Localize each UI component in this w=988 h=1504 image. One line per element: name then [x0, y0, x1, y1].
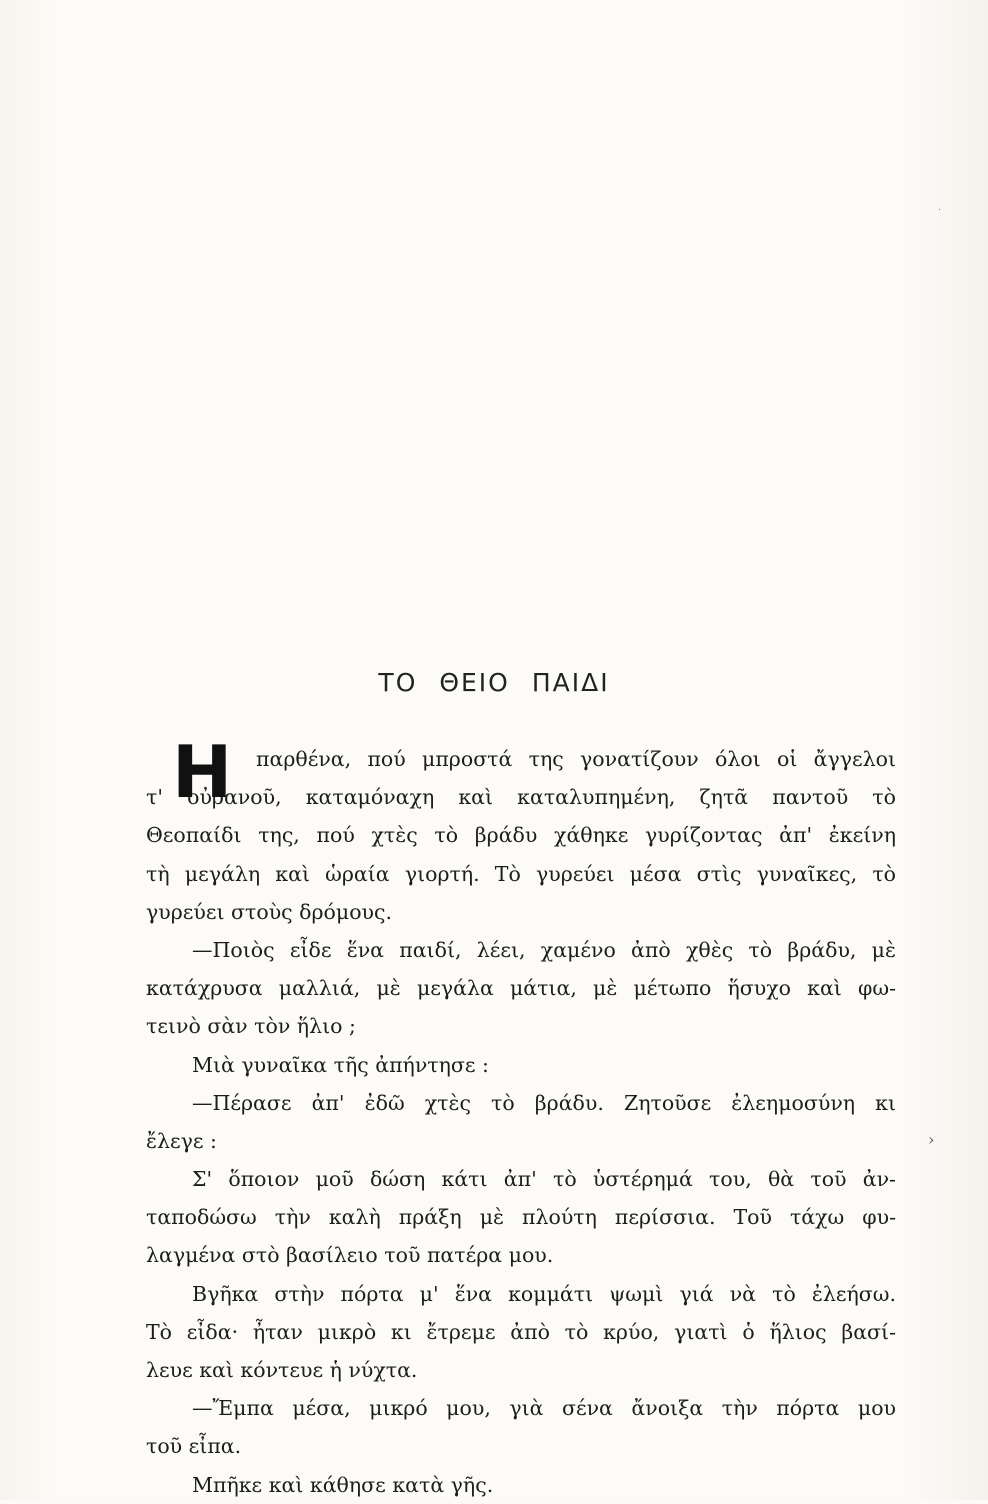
text-line: —Ἔμπα μέσα, μικρό μου, γιὰ σένα ἄνοιξα τὴν πόρτα μου [192, 1396, 896, 1421]
title-word: ΠΑΙΔΙ [531, 668, 610, 697]
chapter-title [0, 668, 988, 697]
text-line: Τὸ εἶδα· ἦταν μικρὸ κι ἔτρεμε ἀπὸ τὸ κρύο, γιατὶ ὁ ἥλιος βασί- [146, 1319, 896, 1344]
text-line: —Ποιὸς εἶδε ἕνα παιδί, λέει, χαμένο ἀπὸ χθὲς τὸ βράδυ, μὲ [192, 937, 896, 962]
text-line: ταποδώσω τὴν καλὴ πράξη μὲ πλούτη περίσσια. Τοῦ τάχω φυ- [146, 1205, 896, 1230]
text-line: —Πέρασε ἀπ' ἐδῶ χτὲς τὸ βράδυ. Ζητοῦσε ἐλεημοσύνη κι [192, 1090, 896, 1115]
text-line: τ' οὐρανοῦ, καταμόναχη καὶ καταλυπημένη, ζητᾶ παντοῦ τὸ [146, 785, 896, 810]
text-line: Βγῆκα στὴν πόρτα μ' ἕνα κομμάτι ψωμὶ γιά νὰ τὸ ἐλεήσω. [192, 1281, 896, 1306]
title-word: ΘΕΙΟ [439, 668, 510, 697]
body-text [146, 730, 896, 1504]
text-line: λευε καὶ κόντευε ἡ νύχτα. [146, 1358, 418, 1382]
page-mark: · [938, 205, 942, 216]
text-line: γυρεύει στοὺς δρόμους. [146, 899, 393, 924]
text-line: τεινὸ σὰν τὸν ἥλιο ; [146, 1014, 356, 1039]
text-line: λαγμένα στὸ βασίλειο τοῦ πατέρα μου. [146, 1243, 554, 1268]
text-line: Μπῆκε καὶ κάθησε κατὰ γῆς. [192, 1472, 494, 1497]
text-line: τὴ μεγάλη καὶ ὡραία γιορτή. Τὸ γυρεύει μέσα στὶς γυναῖκες, τὸ [146, 861, 896, 886]
text-line: παρθένα, πού μπροστά της γονατίζουν όλοι οἱ ἄγγελοι [256, 747, 896, 771]
drop-cap: Η [172, 730, 233, 814]
text-line: κατάχρυσα μαλλιά, μὲ μεγάλα μάτια, μὲ μέτωπο ἥσυχο καὶ φω- [146, 976, 896, 1001]
margin-mark: › [928, 1130, 935, 1149]
text-line: Σ' ὅποιον μοῦ δώση κάτι ἀπ' τὸ ὑστέρημά του, θὰ τοῦ ἀν- [192, 1167, 896, 1192]
text-line: Μιὰ γυναῖκα τῆς ἀπήντησε : [192, 1052, 489, 1077]
text-line: τοῦ εἶπα. [146, 1434, 242, 1459]
text-line: Θεοπαίδι της, πού χτὲς τὸ βράδυ χάθηκε γυρίζοντας ἀπ' ἐκείνη [146, 823, 896, 848]
text-line: ἔλεγε : [146, 1128, 217, 1153]
title-word: ΤΟ [378, 668, 418, 697]
